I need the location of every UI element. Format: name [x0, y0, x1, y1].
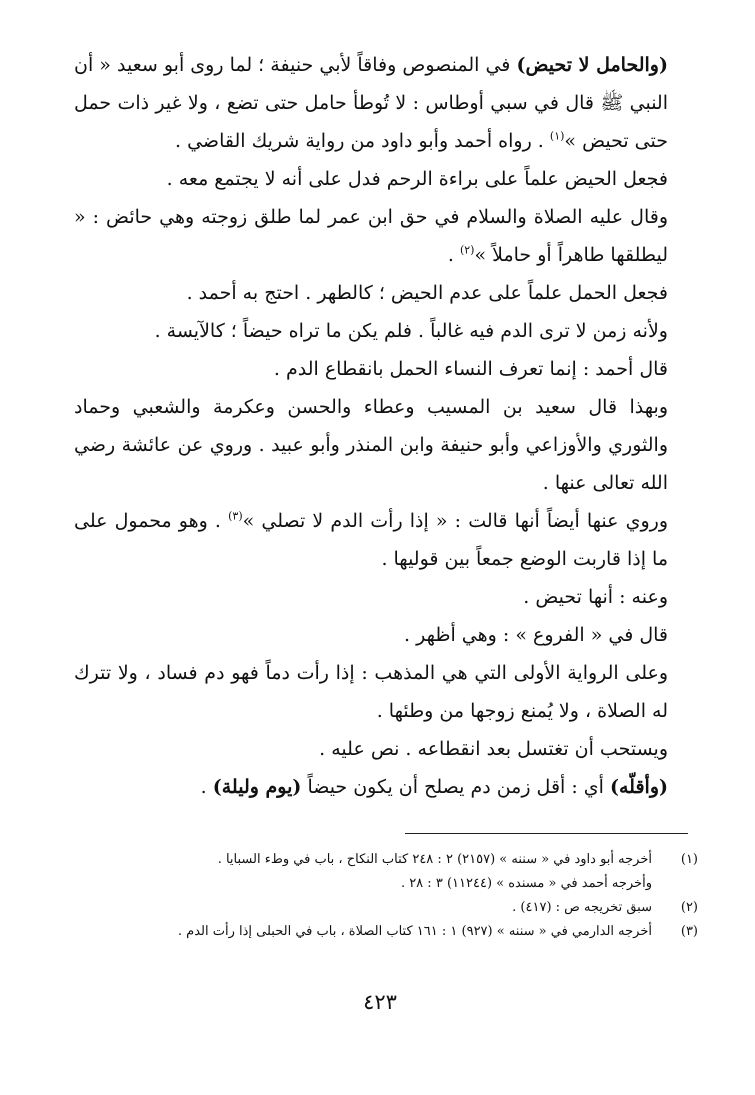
paragraph: (وأقلّه) أي : أقل زمن دم يصلح أن يكون حيضاً (يوم وليلة) . [200, 776, 668, 798]
footnote-number: (٢) [680, 900, 698, 915]
paragraph: ولأنه زمن لا ترى الدم فيه غالباً . فلم يكن ما تراه حيضاً ؛ كالآيسة . [154, 320, 668, 342]
paragraph: وقال عليه الصلاة والسلام في حق ابن عمر لما طلق زوجته وهي حائض : « ليطلقها طاهراً أو حاملاً »$^{(٢)}$ . [74, 206, 668, 266]
matn-term: (يوم وليلة) [212, 776, 302, 798]
paragraph: فجعل الحيض علماً على براءة الرحم فدل على أنه لا يجتمع معه . [166, 168, 668, 190]
matn-term: (والحامل لا تحيض) [516, 54, 668, 76]
footnote-ref[interactable]: (٣) [228, 509, 243, 523]
footnote-number: (٣) [680, 924, 698, 939]
paragraph: وبهذا قال سعيد بن المسيب وعطاء والحسن وعكرمة والشعبي وحماد والثوري والأوزاعي وأبو حنيفة وابن المنذر وأبو عبيد . وروي عن عائشة رضي الله تعالى عنها . [74, 396, 669, 494]
footnote-ref[interactable]: (٢) [459, 243, 475, 257]
footnotes [110, 848, 698, 944]
footnote: (٢) سبق تخريجه ص : (٤١٧) . [110, 896, 698, 920]
footnote-ref[interactable]: (١) [549, 129, 565, 143]
main-text [74, 46, 696, 806]
paragraph: وروي عنها أيضاً أنها قالت : « إذا رأت الدم لا تصلي »$^{(٣)}$ . وهو محمول على ما إذا قاربت الوضع جمعاً بين قوليها . [74, 509, 668, 570]
paragraph: (والحامل لا تحيض) في المنصوص وفاقاً لأبي حنيفة ؛ لما روى أبو سعيد « أن النبي ﷺ قال في سبي أوطاس : لا تُوطأ حامل حتى تضع ، ولا غير ذات حمل حتى تحيض »$^{(١)}$ . رواه أحمد وأبو داود من رواية شريك القاضي . [74, 54, 668, 152]
paragraph: قال في « الفروع » : وهي أظهر . [404, 624, 668, 646]
footnote: (٣) أخرجه الدارمي في « سننه » (٩٢٧) ١ : ١٦١ كتاب الصلاة ، باب في الحبلى إذا رأت الدم . [110, 920, 698, 944]
footnote: (١) أخرجه أبو داود في « سننه » (٢١٥٧) ٢ : ٢٤٨ كتاب النكاح ، باب في وطء السبايا . وأخرجه أحمد في « مسنده » (١١٢٤٤) ٣ : ٢٨ . [110, 848, 698, 896]
matn-term: (وأقلّه) [610, 776, 668, 798]
paragraph: قال أحمد : إنما تعرف النساء الحمل بانقطاع الدم . [273, 358, 668, 380]
paragraph: فجعل الحمل علماً على عدم الحيض ؛ كالطهر . احتج به أحمد . [186, 282, 668, 304]
paragraph: ويستحب أن تغتسل بعد انقطاعه . نص عليه . [319, 738, 668, 760]
paragraph: وعلى الرواية الأولى التي هي المذهب : إذا رأت دماً فهو دم فساد ، ولا تترك له الصلاة ، ولا يُمنع زوجها من وطئها . [74, 662, 669, 722]
footnote-separator [405, 833, 688, 834]
page-number: ٤٢٣ [363, 990, 397, 1014]
footnote-number: (١) [680, 852, 698, 867]
paragraph: وعنه : أنها تحيض . [523, 586, 668, 608]
